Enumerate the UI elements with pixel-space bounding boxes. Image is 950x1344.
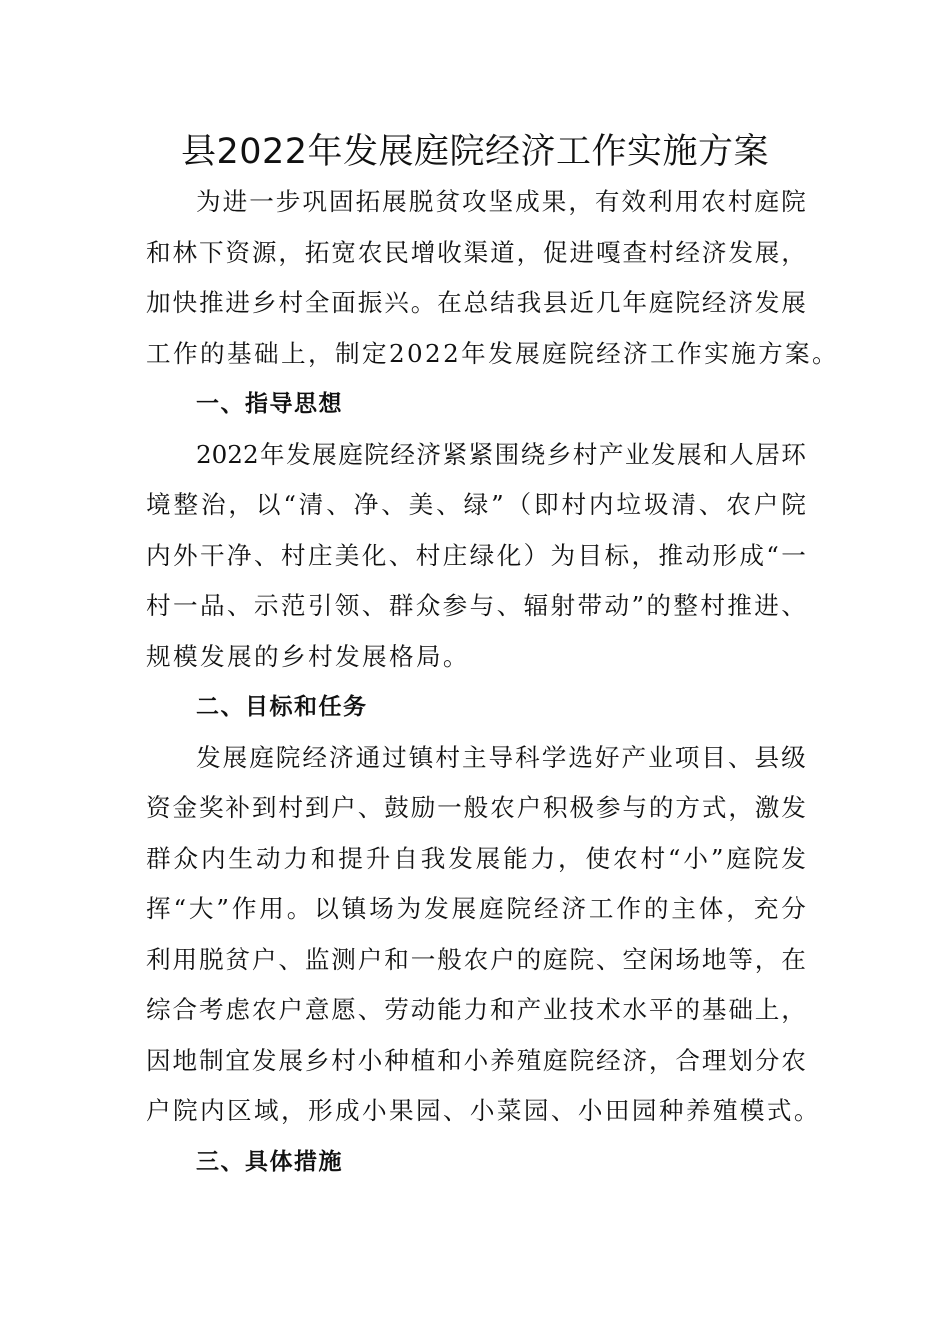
paragraph-line: 户院内区域，形成小果园、小菜园、小田园种养殖模式。 [146,1096,821,1125]
paragraph-line: 2022 年 发 展 庭 院 经 济 紧 紧 围 绕 乡 村 产 业 发 展 和 人 居 环 [196,439,806,469]
paragraph-line: 发 展 庭 院 经 济 通 过 镇 村 主 导 科 学 选 好 产 业 项 目 、 县 级 [196,742,806,772]
paragraph-line: 因 地 制 宜 发 展 乡 村 小 种 植 和 小 养 殖 庭 院 经 济 ， 合 理 划 分 农 [146,1045,806,1075]
paragraph-line: 和 林 下 资 源 ， 拓 宽 农 民 增 收 渠 道 ， 促 进 嘎 查 村 经 济 发 展 ， [146,237,806,267]
paragraph-line: 工作的基础上，制定2022年发展庭院经济工作实施方案。 [146,338,840,368]
paragraph-line: 内 外 干 净 、 村 庄 美 化 、 村 庄 绿 化 ） 为 目 标 ， 推 动 形 成 “ 一 [146,540,806,570]
paragraph-line: 利 用 脱 贫 户 、 监 测 户 和 一 般 农 户 的 庭 院 、 空 闲 场 地 等 ， 在 [146,944,806,974]
paragraph-line: 境 整 治 ， 以 “ 清 、 净 、 美 、 绿 ” （ 即 村 内 垃 圾 清 、 农 户 院 [146,490,806,519]
paragraph-line: 资 金 奖 补 到 村 到 户 、 鼓 励 一 般 农 户 积 极 参 与 的 方 式 ， 激 发 [146,793,806,822]
section-heading: 一、指导思想 [196,391,343,417]
paragraph-line: 村 一 品 、 示 范 引 领 、 群 众 参 与 、 辐 射 带 动 ” 的 整 村 推 进 、 [146,591,806,620]
paragraph-line: 规模发展的乡村发展格局。 [146,641,470,671]
section-heading: 二、目标和任务 [196,694,368,720]
paragraph-line: 为 进 一 步 巩 固 拓 展 脱 贫 攻 坚 成 果 ， 有 效 利 用 农 村 庭 院 [196,187,806,216]
section-heading: 三、具体措施 [196,1148,343,1175]
document-title: 县2022年发展庭院经济工作实施方案 [180,132,770,172]
paragraph-line: 挥 “ 大 ” 作 用 。 以 镇 场 为 发 展 庭 院 经 济 工 作 的 主 体 ， 充 分 [146,894,806,923]
paragraph-line: 加 快 推 进 乡 村 全 面 振 兴 。 在 总 结 我 县 近 几 年 庭 院 经 济 发 展 [146,288,806,317]
paragraph-line: 群 众 内 生 动 力 和 提 升 自 我 发 展 能 力 ， 使 农 村 “ 小 ” 庭 院 发 [146,843,806,873]
paragraph-line: 综 合 考 虑 农 户 意 愿 、 劳 动 能 力 和 产 业 技 术 水 平 的 基 础 上 ， [146,995,806,1024]
